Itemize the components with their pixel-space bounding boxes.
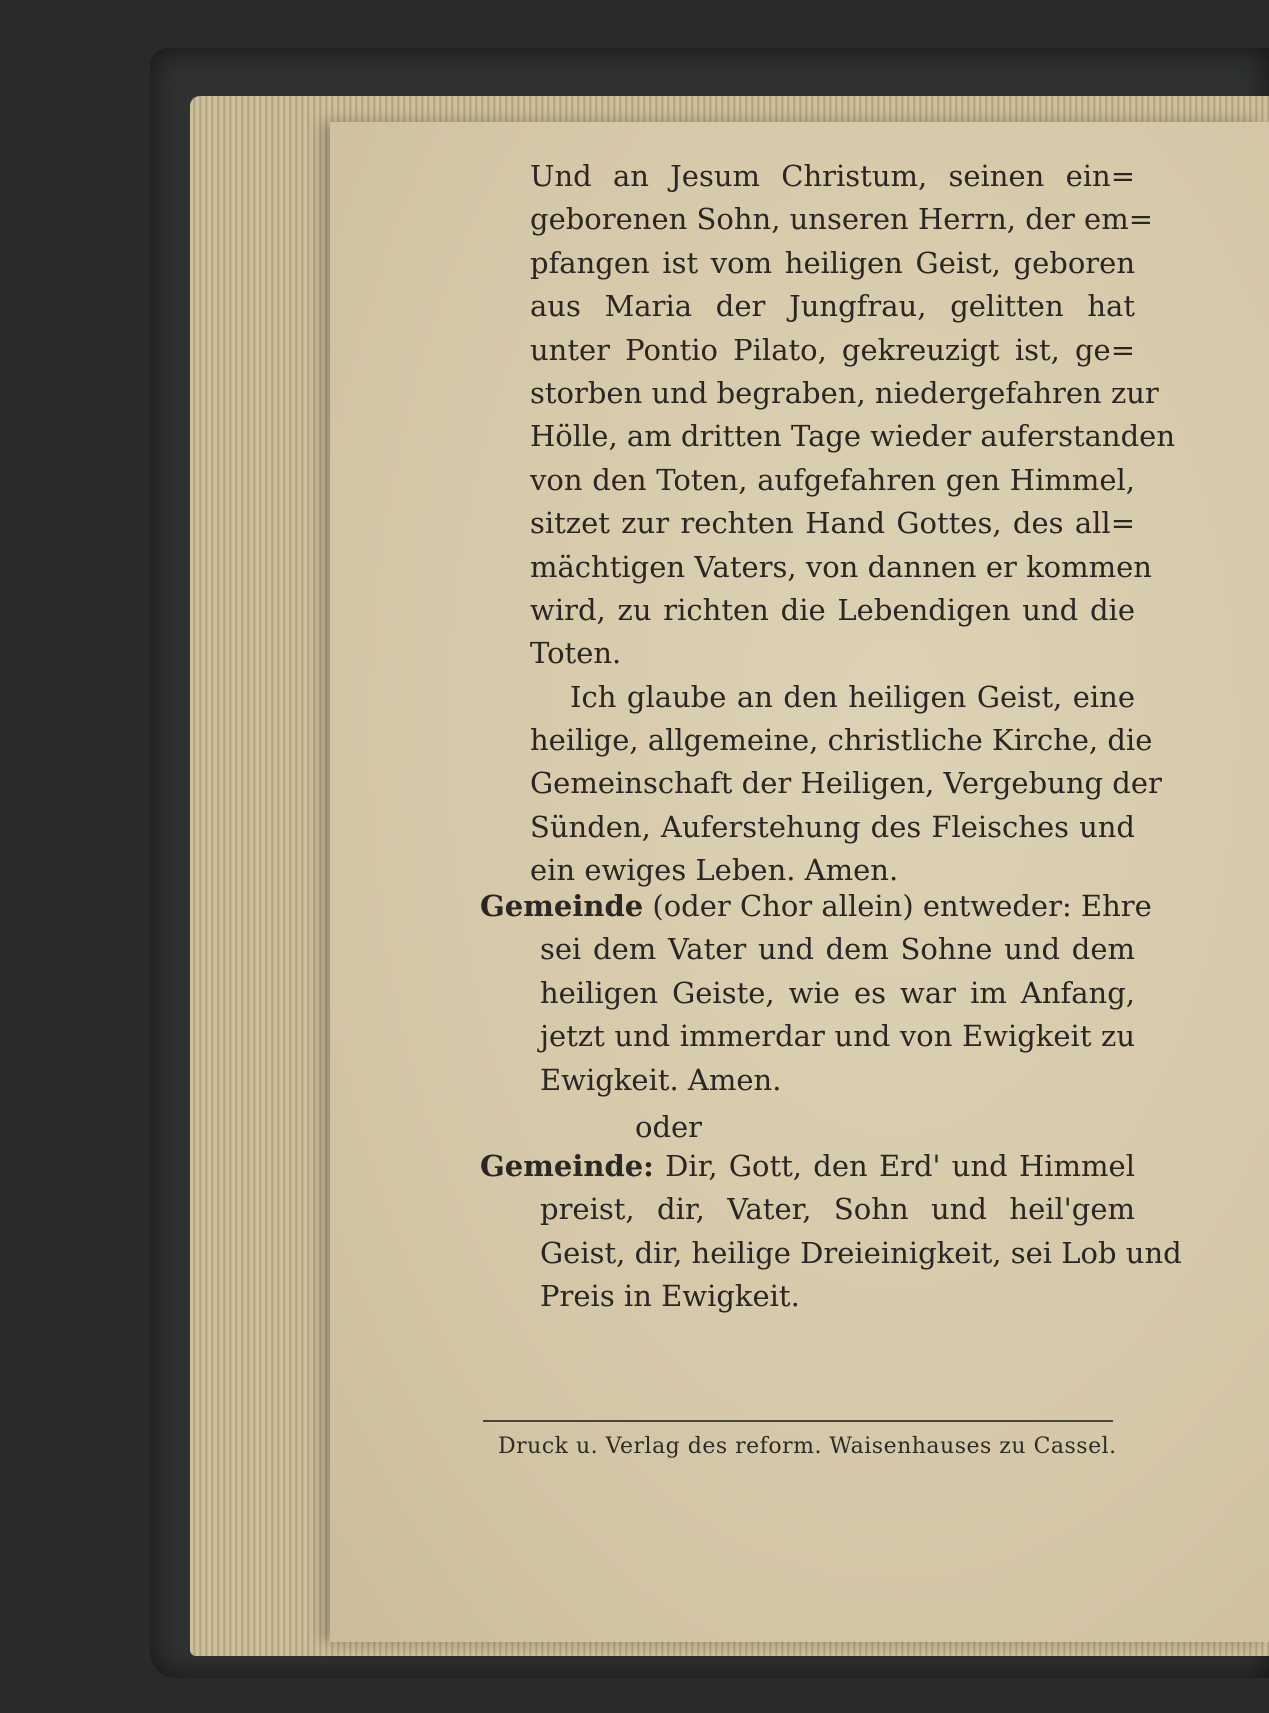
text-line: Hölle, am dritten Tage wieder auferstanden <box>530 419 1175 454</box>
text-line: Sünden, Auferstehung des Fleisches und <box>530 809 1135 844</box>
text-line: aus Maria der Jungfrau, gelitten hat <box>530 289 1135 324</box>
text-line: Ewigkeit. Amen. <box>540 1062 782 1097</box>
credo-text <box>530 155 1175 893</box>
text-line: Geist, dir, heilige Dreieinigkeit, sei Lob und <box>540 1235 1182 1270</box>
response-2 <box>480 1145 1182 1319</box>
text-line: pfangen ist vom heiligen Geist, geboren <box>530 245 1135 280</box>
text-line: storben und begraben, niedergefahren zur <box>530 375 1159 410</box>
footer-rule <box>483 1420 1113 1422</box>
text-line: Preis in Ewigkeit. <box>540 1279 800 1314</box>
text-line: Toten. <box>530 636 622 671</box>
text-line: preist, dir, Vater, Sohn und heil'gem <box>540 1192 1135 1227</box>
response-text: (oder Chor allein) entweder: Ehre <box>643 889 1152 923</box>
text-line: von den Toten, aufgefahren gen Himmel, <box>530 462 1135 497</box>
separator-word: oder <box>635 1110 703 1144</box>
text-line: Und an Jesum Christum, seinen ein= <box>530 159 1135 193</box>
text-line: ein ewiges Leben. Amen. <box>530 853 899 888</box>
printer-imprint: Druck u. Verlag des reform. Waisenhauses zu Cassel. <box>498 1434 1117 1459</box>
text-line: heilige, allgemeine, christliche Kirche, die <box>530 723 1153 758</box>
speaker-label: Gemeinde <box>480 889 644 923</box>
text-line: heiligen Geiste, wie es war im Anfang, <box>540 975 1135 1010</box>
text-line: mächtigen Vaters, von dannen er kommen <box>530 549 1152 584</box>
response-first-line <box>480 885 1152 928</box>
text-line: sei dem Vater und dem Sohne und dem <box>540 932 1135 967</box>
credo-paragraph-1 <box>530 155 1175 676</box>
speaker-label: Gemeinde: <box>480 1149 654 1183</box>
text-line: sitzet zur rechten Hand Gottes, des all= <box>530 506 1135 541</box>
text-line: jetzt und immerdar und von Ewigkeit zu <box>540 1019 1135 1054</box>
response-text: Dir, Gott, den Erd' und Himmel <box>653 1149 1135 1183</box>
response-1 <box>480 885 1152 1102</box>
text-line: Ich glaube an den heiligen Geist, eine <box>570 679 1135 714</box>
text-line: geborenen Sohn, unseren Herrn, der em= <box>530 202 1154 237</box>
response-first-line <box>480 1145 1135 1188</box>
text-line: wird, zu richten die Lebendigen und die <box>530 592 1135 627</box>
text-line: Gemeinschaft der Heiligen, Vergebung der <box>530 766 1162 801</box>
text-line: unter Pontio Pilato, gekreuzigt ist, ge= <box>530 332 1135 367</box>
credo-paragraph-2 <box>530 676 1162 893</box>
